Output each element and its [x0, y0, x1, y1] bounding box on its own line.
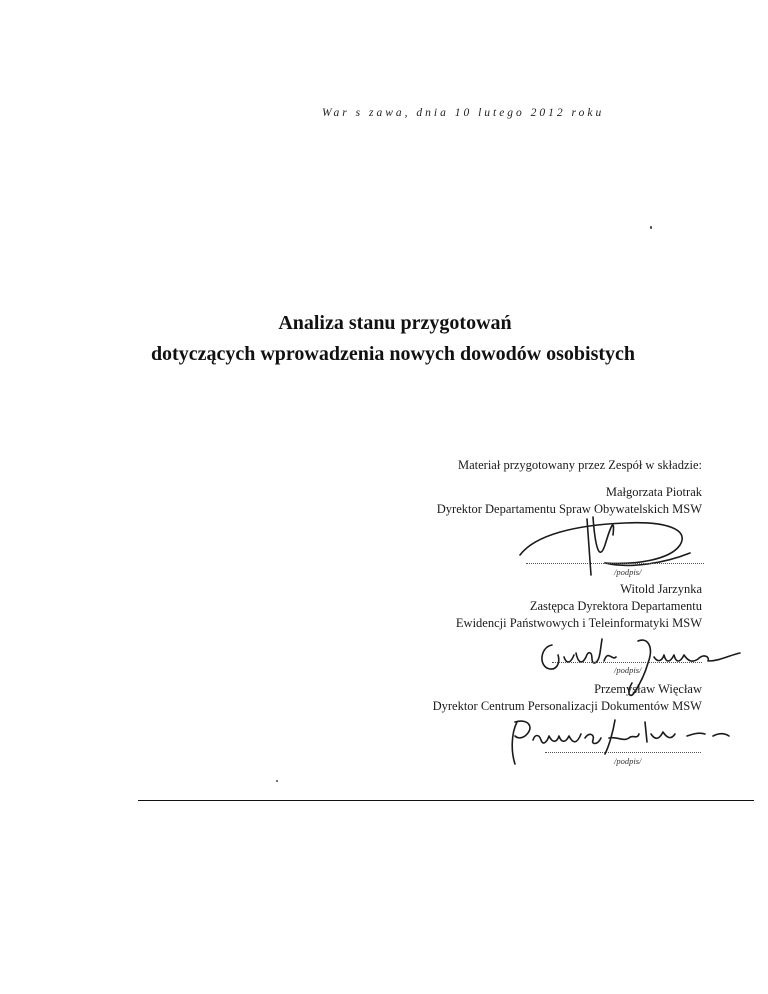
place-and-date: War s zawa, dnia 10 lutego 2012 roku — [322, 107, 605, 119]
scan-speck — [276, 780, 278, 782]
member-role: Zastępca Dyrektora Departamentu — [529, 599, 702, 613]
member-2 — [456, 581, 702, 632]
member-role: Ewidencji Państwowych i Teleinformatyki MSW — [455, 616, 702, 630]
member-name: Przemysław Więcław — [594, 682, 702, 696]
member-role: Dyrektor Centrum Personalizacji Dokumentów MSW — [432, 699, 702, 713]
member-role: Dyrektor Departamentu Spraw Obywatelskich MSW — [436, 502, 702, 516]
signature-note-3: /podpis/ — [614, 756, 642, 766]
signature-line-1 — [526, 563, 704, 564]
document-title-line1: Analiza stanu przygotowań — [278, 312, 512, 334]
member-name: Witold Jarzynka — [620, 582, 702, 596]
team-intro: Materiał przygotowany przez Zespół w składzie: — [457, 458, 702, 472]
document-title-line2: dotyczących wprowadzenia nowych dowodów osobistych — [150, 343, 636, 365]
member-name: Małgorzata Piotrak — [605, 485, 702, 499]
scan-speck — [650, 226, 652, 229]
signature-note-1: /podpis/ — [614, 567, 642, 577]
signature-line-3 — [545, 752, 701, 753]
signature-line-2 — [552, 662, 702, 663]
footer-rule — [138, 800, 754, 801]
member-3 — [433, 681, 702, 715]
signature-note-2: /podpis/ — [614, 665, 642, 675]
